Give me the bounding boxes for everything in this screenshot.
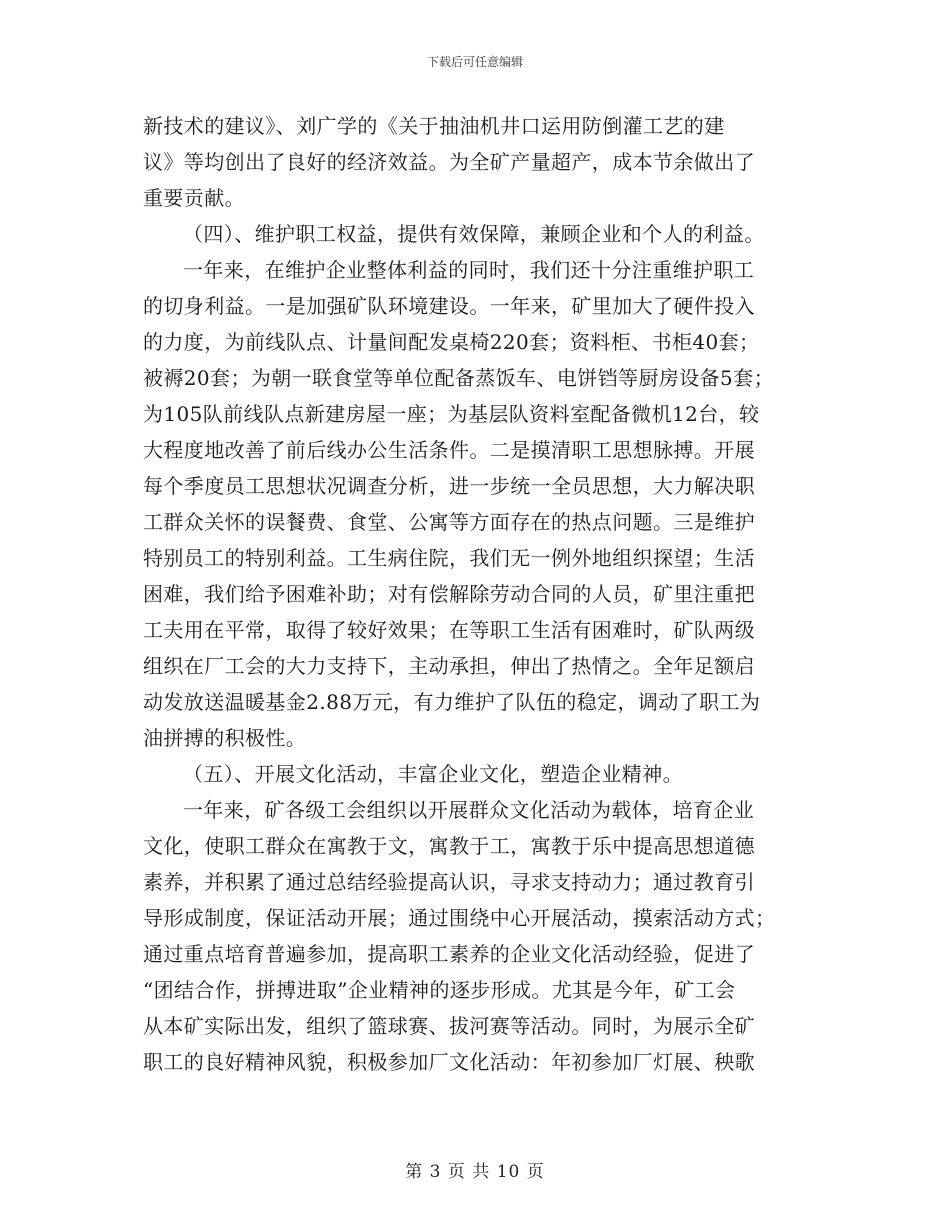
text-line: 工夫用在平常，取得了较好效果；在等职工生活有困难时，矿队两级 — [143, 618, 755, 642]
text-line: 职工的良好精神风貌，积极参加厂文化活动：年初参加厂灯展、秧歌 — [143, 1050, 755, 1074]
section-heading: （五）、开展文化活动，丰富企业文化，塑造企业精神。 — [183, 762, 683, 786]
text-line: 困难，我们给予困难补助；对有偿解除劳动合同的人员，矿里注重把 — [143, 582, 755, 606]
page-number-footer: 第 3 页 共 10 页 — [405, 1162, 545, 1182]
text-line: 导形成制度，保证活动开展；通过围绕中心开展活动，摸索活动方式； — [143, 906, 776, 930]
text-line: 组织在厂工会的大力支持下，主动承担，伸出了热情之。全年足额启 — [143, 654, 755, 678]
text-line: 文化，使职工群众在寓教于文，寓教于工，寓教于乐中提高思想道德 — [143, 834, 755, 858]
text-line: 素养，并积累了通过总结经验提高认识，寻求支持动力；通过教育引 — [143, 870, 755, 894]
text-line: 一年来，在维护企业整体利益的同时，我们还十分注重维护职工 — [183, 258, 755, 282]
text-line: 的力度，为前线队点、计量间配发桌椅220套；资料柜、书柜40套； — [143, 330, 760, 354]
text-line: 新技术的建议》、刘广学的《关于抽油机井口运用防倒灌工艺的建 — [143, 114, 725, 138]
text-line: “团结合作，拼搏进取”企业精神的逐步形成。尤其是今年，矿工会 — [143, 978, 736, 1002]
text-line: 一年来，矿各级工会组织以开展群众文化活动为载体，培育企业 — [183, 798, 755, 822]
text-line: 被褥20套；为朝一联食堂等单位配备蒸饭车、电饼铛等厨房设备5套； — [143, 366, 774, 390]
text-line: 工群众关怀的误餐费、食堂、公寓等方面存在的热点问题。三是维护 — [143, 510, 755, 534]
text-line: 油拼搏的积极性。 — [143, 726, 307, 750]
text-line: 的切身利益。一是加强矿队环境建设。一年来，矿里加大了硬件投入 — [143, 294, 755, 318]
text-line: 议》等均创出了良好的经济效益。为全矿产量超产，成本节余做出了 — [143, 150, 755, 174]
text-line: 重要贡献。 — [143, 186, 245, 210]
text-line: 大程度地改善了前后线办公生活条件。二是摸清职工思想脉搏。开展 — [143, 438, 755, 462]
text-line: 特别员工的特别利益。工生病住院，我们无一例外地组织探望；生活 — [143, 546, 755, 570]
text-line: 动发放送温暖基金2.88万元，有力维护了队伍的稳定，调动了职工为 — [143, 690, 761, 714]
text-line: 每个季度员工思想状况调查分析，进一步统一全员思想，大力解决职 — [143, 474, 755, 498]
text-line: 从本矿实际出发，组织了篮球赛、拔河赛等活动。同时，为展示全矿 — [143, 1014, 755, 1038]
section-heading: （四）、维护职工权益，提供有效保障，兼顾企业和个人的利益。 — [183, 222, 765, 246]
page-header: 下载后可任意编辑 — [426, 55, 523, 69]
text-line: 通过重点培育普遍参加，提高职工素养的企业文化活动经验，促进了 — [143, 942, 755, 966]
text-line: 为105队前线队点新建房屋一座；为基层队资料室配备微机12台，较 — [143, 402, 760, 426]
document-body — [143, 108, 807, 1080]
